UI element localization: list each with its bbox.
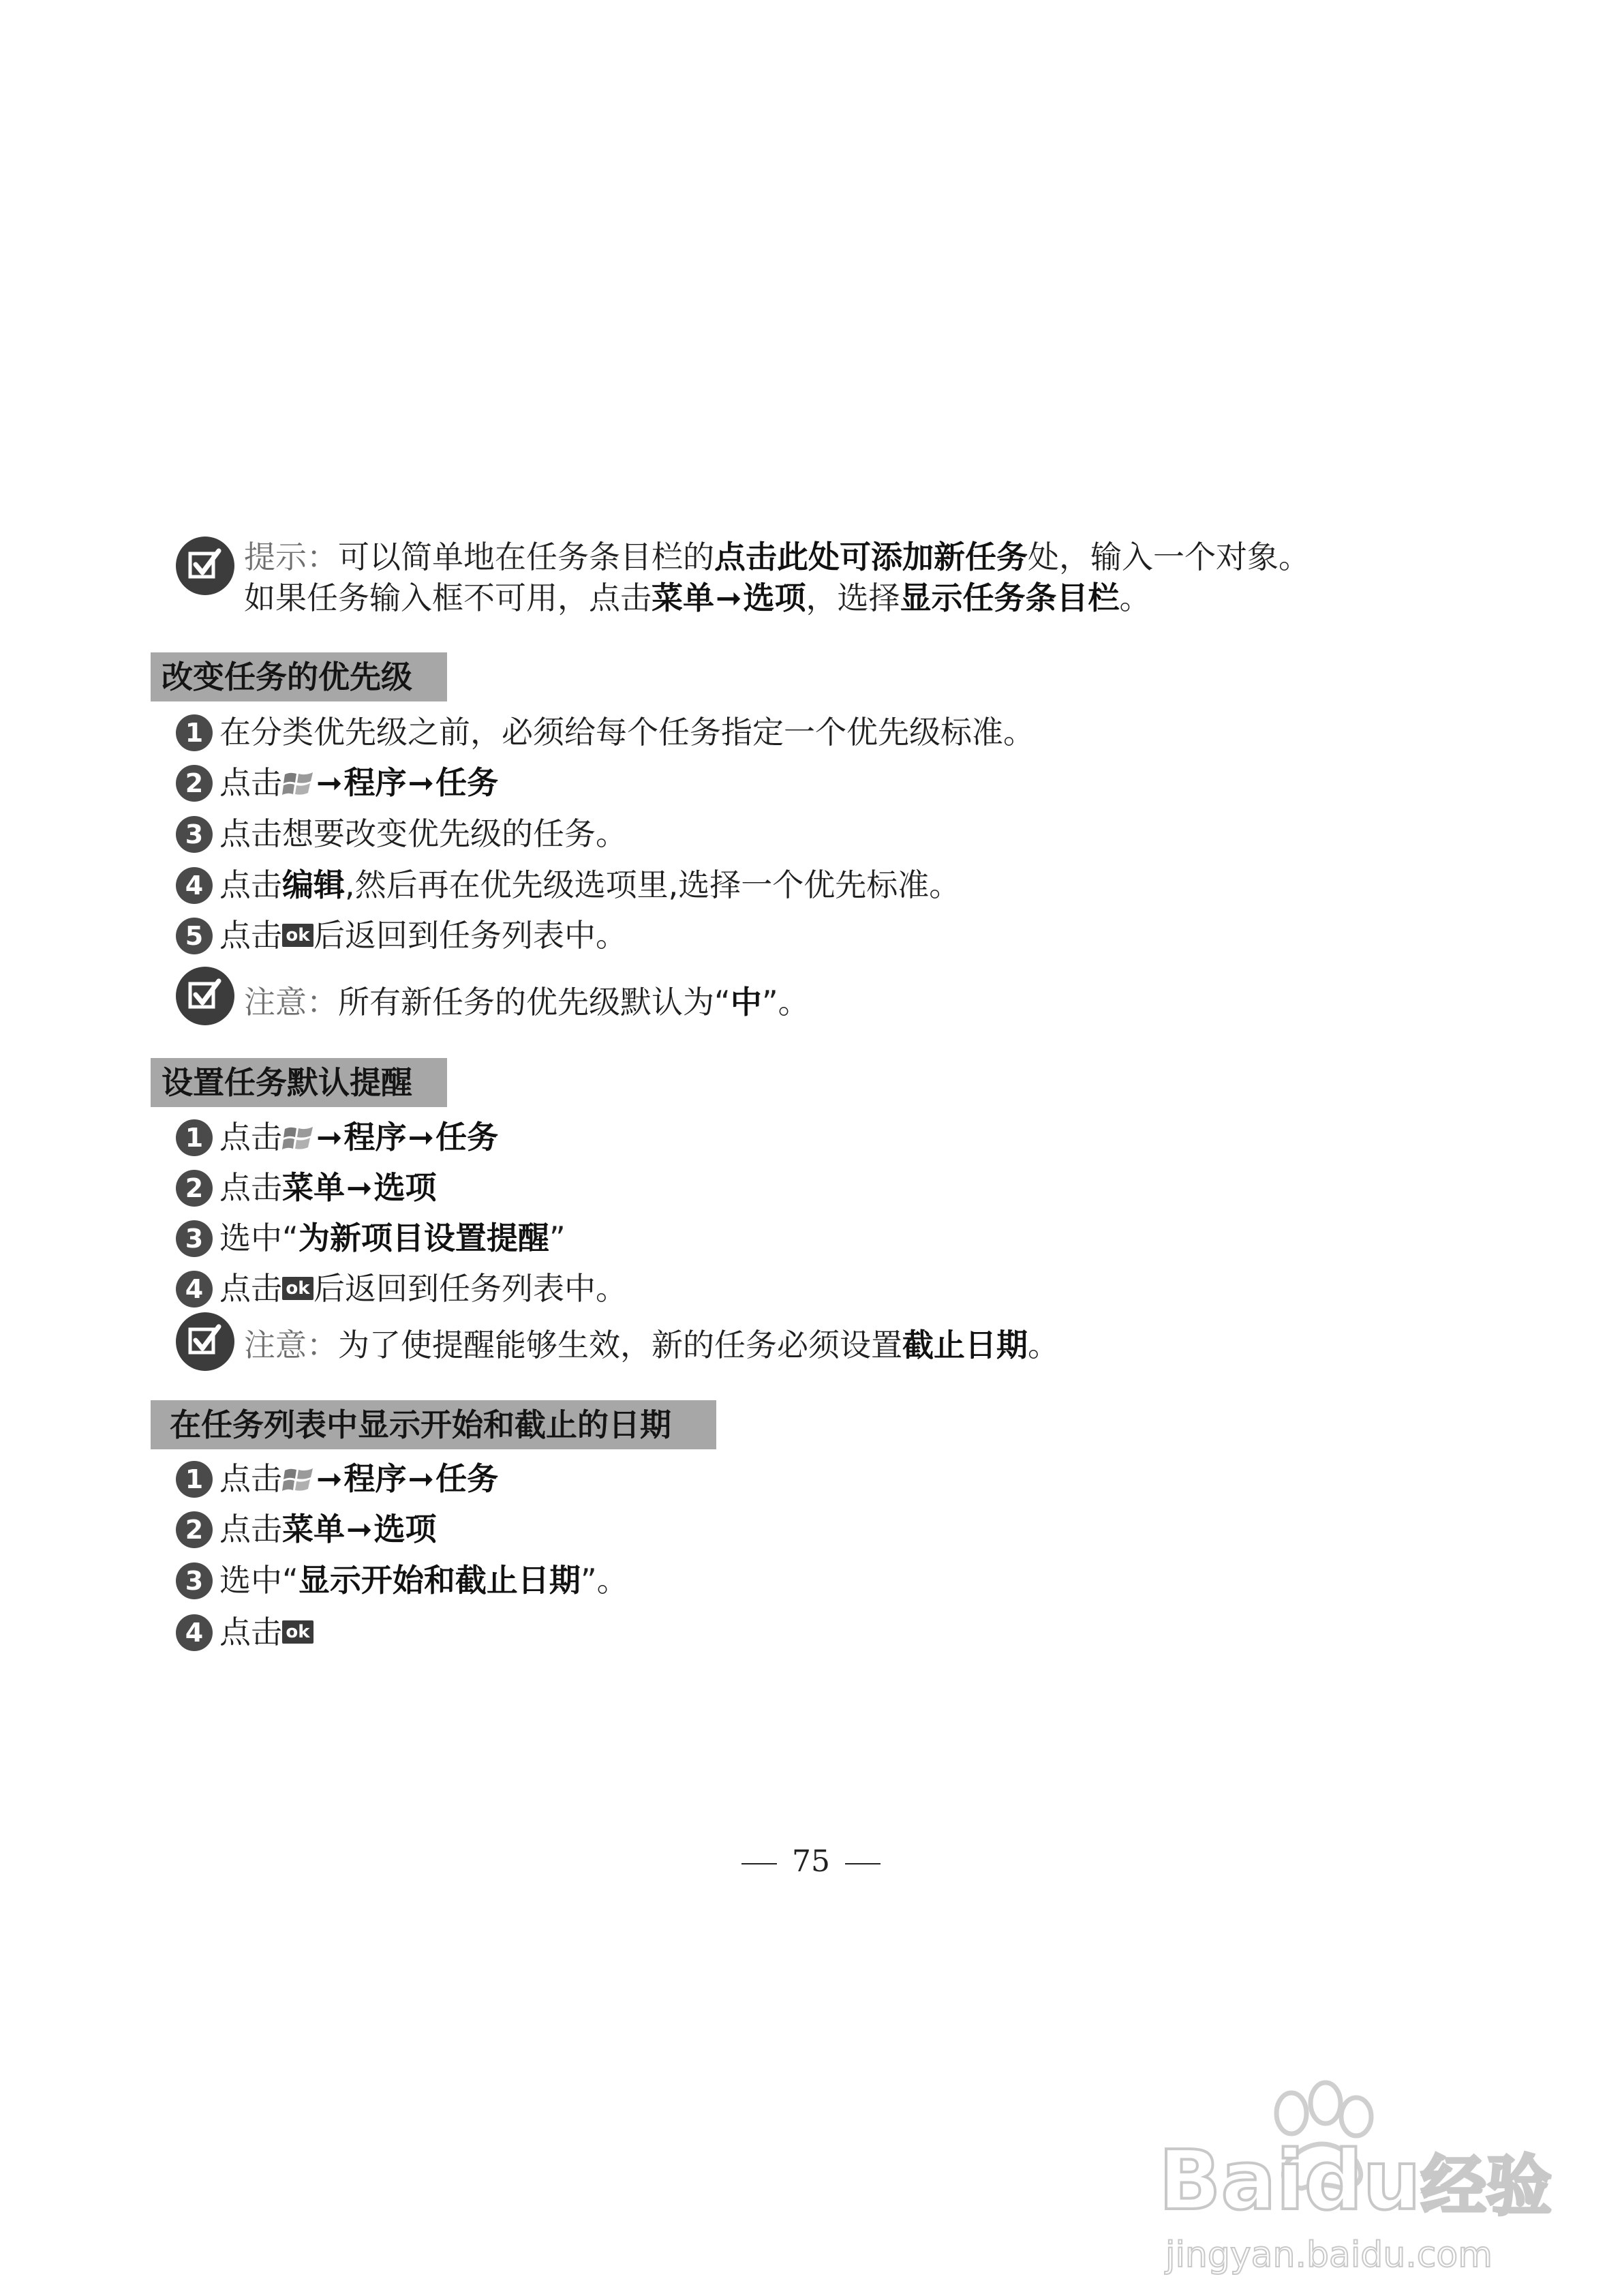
arrow-icon: ➞ (716, 579, 742, 616)
windows-start-icon (282, 1464, 315, 1494)
step-number: 3 (176, 1562, 213, 1599)
note-label: 注意： (244, 984, 338, 1021)
step-number: 1 (176, 1461, 213, 1498)
document-page: 提示：可以简单地在任务条目栏的点击此处可添加新任务处，输入一个对象。 如果任务输入框不可用，点击菜单➞选项，选择显示任务条目栏。 改变任务的优先级 1 在分类优先级之前，必须给每个任务指定一个优先级标准。 2 点击 ➞程序➞任务 3 点击想要改变优先级的任务。 4 点击编辑,然后再在优先级选项里,选择一个优先标准。 5 点击 ok 后返回到任务列表中。 注意：所有新任务的优先级默认为“中”。 设置任务默认提醒 1 点击 ➞程序➞任务 2 点击菜单➞选项 3 选中“为新项目设置提醒” 4 点击 ok 后返回到任务列表中。 注意：为了使提醒能够生效，新的任务必须设置截止日期。 在任务列表中显示开始和截止的日期 1 点击 ➞程序➞任务 2 点击菜单➞选项 3 选中“显示开始和截止日期”。 4 点击 ok 75 Baidu经验 jingyan.baidu.com (0, 0, 1622, 2296)
step-number: 3 (176, 816, 213, 853)
section-header-dates: 在任务列表中显示开始和截止的日期 (151, 1400, 716, 1449)
step-number: 5 (176, 918, 213, 954)
step-number: 3 (176, 1220, 213, 1257)
arrow-icon: ➞ (408, 1460, 435, 1497)
arrow-icon: ➞ (316, 764, 343, 801)
s2-step-1: 1 点击 ➞程序➞任务 (176, 1117, 498, 1158)
arrow-icon: ➞ (346, 1169, 373, 1206)
step-number: 4 (176, 867, 213, 904)
tip-line-2: 如果任务输入框不可用，点击菜单➞选项，选择显示任务条目栏。 (244, 579, 1151, 616)
s3-step-4: 4 点击 ok (176, 1612, 313, 1652)
step-number: 2 (176, 1170, 213, 1207)
dash-left (741, 1863, 777, 1864)
baidu-watermark (1159, 2072, 1552, 2277)
ok-icon: ok (282, 924, 313, 947)
arrow-icon: ➞ (316, 1460, 343, 1497)
step-number: 2 (176, 1511, 213, 1548)
s3-step-1: 1 点击 ➞程序➞任务 (176, 1458, 498, 1499)
checkbox-icon (176, 1312, 234, 1371)
step-number: 1 (176, 714, 213, 751)
step-number: 2 (176, 765, 213, 802)
windows-start-icon (282, 1122, 315, 1152)
s1-step-4: 4 点击编辑,然后再在优先级选项里,选择一个优先标准。 (176, 864, 960, 905)
s2-step-2: 2 点击菜单➞选项 (176, 1167, 437, 1208)
checkbox-icon (176, 537, 234, 595)
ok-icon: ok (282, 1620, 313, 1644)
arrow-icon: ➞ (408, 764, 435, 801)
section-header-priority: 改变任务的优先级 (151, 652, 447, 701)
tip-line-1: 提示：可以简单地在任务条目栏的点击此处可添加新任务处，输入一个对象。 (244, 539, 1310, 575)
note-label: 注意： (244, 1327, 338, 1363)
watermark-url: jingyan.baidu.com (1165, 2235, 1493, 2276)
watermark-brand: Baidu经验 (1159, 2134, 1552, 2229)
s2-step-3: 3 选中“为新项目设置提醒” (176, 1218, 566, 1258)
s1-step-2: 2 点击 ➞程序➞任务 (176, 762, 498, 803)
ok-icon: ok (282, 1277, 313, 1300)
dash-right (845, 1863, 881, 1864)
s3-step-3: 3 选中“显示开始和截止日期”。 (176, 1560, 628, 1601)
section-header-reminder: 设置任务默认提醒 (151, 1058, 447, 1107)
arrow-icon: ➞ (316, 1119, 343, 1155)
step-number: 4 (176, 1271, 213, 1308)
tip-label: 提示： (244, 539, 338, 575)
s1-step-1: 1 在分类优先级之前，必须给每个任务指定一个优先级标准。 (176, 712, 1035, 753)
s2-step-4: 4 点击 ok 后返回到任务列表中。 (176, 1268, 627, 1309)
s1-step-3: 3 点击想要改变优先级的任务。 (176, 813, 627, 854)
page-number: 75 (0, 1844, 1622, 1879)
windows-start-icon (282, 768, 315, 798)
arrow-icon: ➞ (346, 1511, 373, 1547)
step-number: 4 (176, 1614, 213, 1651)
checkbox-icon (176, 967, 234, 1025)
s3-step-2: 2 点击菜单➞选项 (176, 1509, 437, 1550)
s1-step-5: 5 点击 ok 后返回到任务列表中。 (176, 915, 627, 956)
arrow-icon: ➞ (408, 1119, 435, 1155)
step-number: 1 (176, 1119, 213, 1156)
